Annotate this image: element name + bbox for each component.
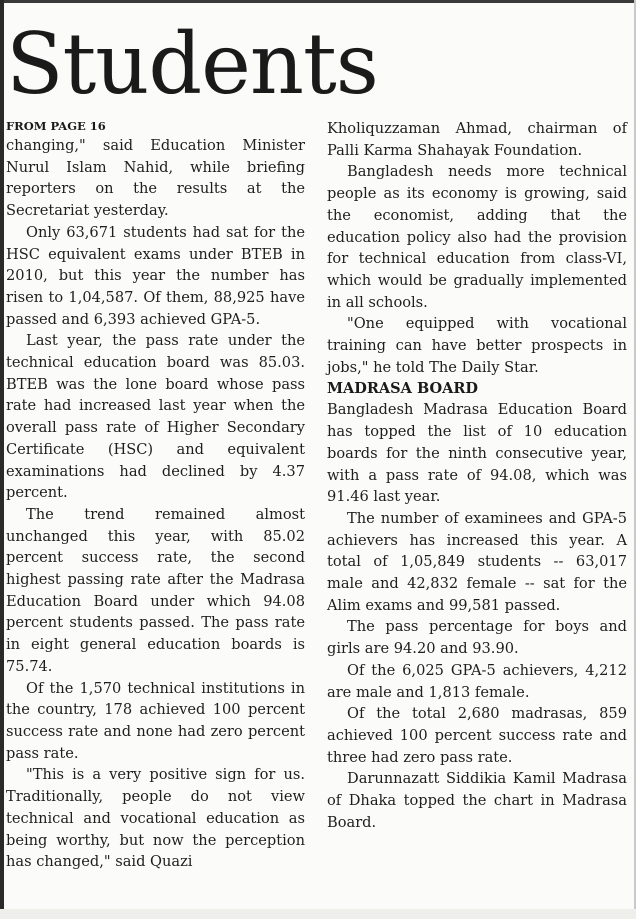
paragraph: The pass percentage for boys and girls are 94.20 and 93.90. bbox=[327, 618, 627, 658]
paragraph: "One equipped with vocational training can have better prospects in jobs," he told The Daily Star. bbox=[327, 315, 627, 376]
headline: Students bbox=[6, 15, 378, 113]
paragraph: Bangladesh Madrasa Education Board has topped the list of 10 education boards for the ninth consecutive year, with a pass rate of 94.08, which was 91.46 last year. bbox=[327, 401, 627, 506]
paragraph: Bangladesh needs more technical people as its economy is growing, said the economist, adding that the education policy also had the provision for technical education from class-VI, which would be gradually implemented in all schools. bbox=[327, 163, 627, 311]
paragraph: Last year, the pass rate under the technical education board was 85.03. BTEB was the lone board whose pass rate had increased last year when the overall pass rate of Higher Secondary Certificate (HSC) and equivalent examinations had declined by 4.37 percent. bbox=[6, 332, 305, 502]
article-column-1 bbox=[6, 118, 305, 873]
paragraph: changing," said Education Minister Nurul Islam Nahid, while briefing reporters on the results at the Secretariat yesterday. bbox=[6, 137, 305, 220]
paragraph: Only 63,671 students had sat for the HSC equivalent exams under BTEB in 2010, but this year the number has risen to 1,04,587. Of them, 88,925 have passed and 6,393 achieved GPA-5. bbox=[6, 223, 305, 328]
top-border bbox=[0, 0, 636, 3]
paragraph: Of the total 2,680 madrasas, 859 achieved 100 percent success rate and three had zero pass rate. bbox=[327, 705, 627, 766]
page-bottom-edge bbox=[0, 909, 636, 919]
paragraph: The trend remained almost unchanged this year, with 85.02 percent success rate, the second highest passing rate after the Madrasa Education Board under which 94.08 percent students passed. The pass rate in eight general education boards is 75.74. bbox=[6, 505, 305, 675]
left-border bbox=[0, 0, 4, 919]
continuation-kicker: FROM PAGE 16 bbox=[6, 119, 106, 133]
article-column-2 bbox=[327, 118, 627, 834]
paragraph: Darunnazatt Siddikia Kamil Madrasa of Dhaka topped the chart in Madrasa Board. bbox=[327, 770, 627, 831]
paragraph: Of the 1,570 technical institutions in the country, 178 achieved 100 percent success rate and none had zero percent pass rate. bbox=[6, 679, 305, 762]
paragraph: "This is a very positive sign for us. Traditionally, people do not view technical and vocational education as being worthy, but now the perception has changed," said Quazi bbox=[6, 766, 305, 871]
section-subhead: MADRASA BOARD bbox=[327, 380, 478, 398]
paragraph: The number of examinees and GPA-5 achievers has increased this year. A total of 1,05,849 students -- 63,017 male and 42,832 female -- sat for the Alim exams and 99,581 passed. bbox=[327, 509, 627, 614]
paragraph: Of the 6,025 GPA-5 achievers, 4,212 are male and 1,813 female. bbox=[327, 661, 627, 701]
paragraph: Kholiquzzaman Ahmad, chairman of Palli Karma Shahayak Foundation. bbox=[327, 120, 627, 159]
